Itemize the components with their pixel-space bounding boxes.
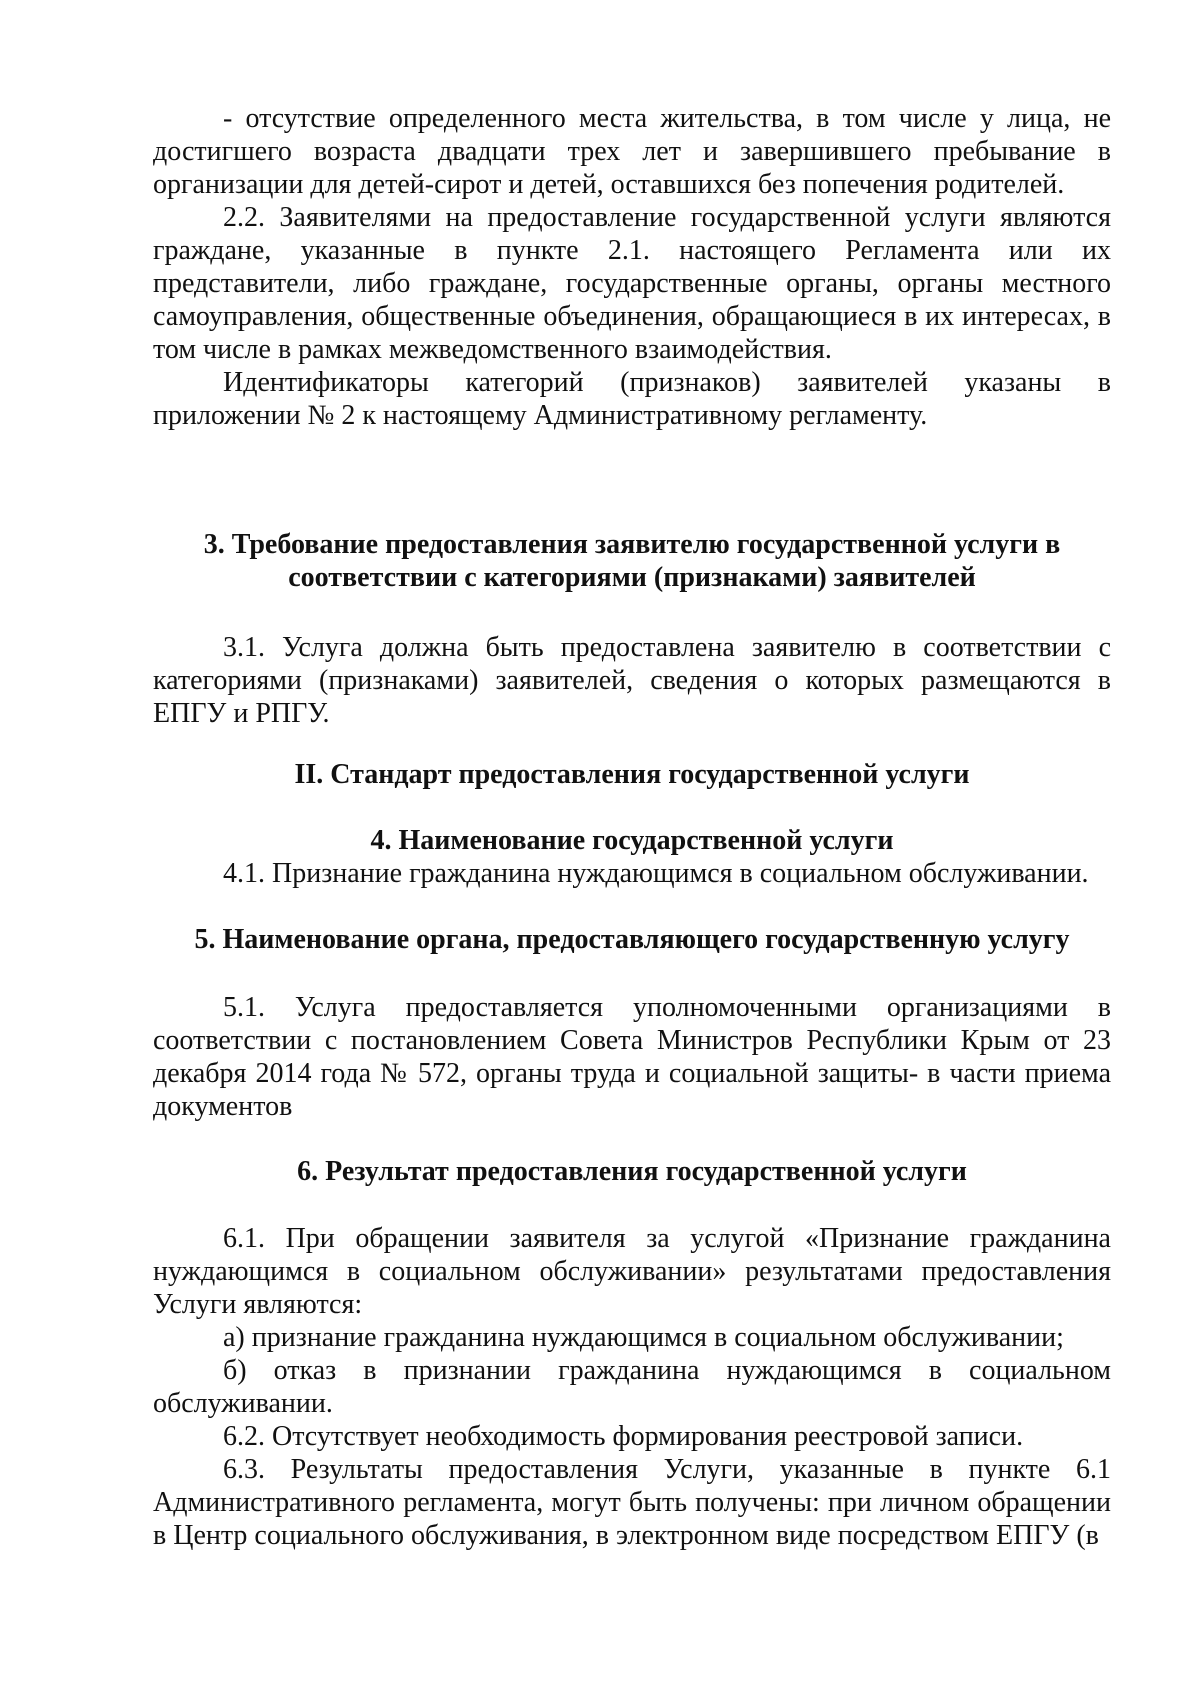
paragraph-6-1: 6.1. При обращении заявителя за услугой «Признание гражданина нуждающимся в социальном обслуживании» результатами предоставления Услуги являются: (153, 1223, 1111, 1320)
paragraph-identifiers: Идентификаторы категорий (признаков) заявителей указаны в приложении № 2 к настоящему Административному регламенту. (153, 367, 1111, 431)
heading-section-3-line-2: соответствии с категориями (признаками) заявителей (288, 562, 976, 593)
paragraph-5-1: 5.1. Услуга предоставляется уполномоченными организациями в соответствии с постановлением Совета Министров Республики Крым от 23 декабря 2014 года № 572, органы труда и социальной защиты- в части приема документов (153, 992, 1111, 1122)
paragraph-4-1: 4.1. Признание гражданина нуждающимся в социальном обслуживании. (223, 858, 1089, 889)
heading-section-4: 4. Наименование государственной услуги (370, 825, 894, 856)
heading-section-3 (153, 528, 1111, 594)
paragraph-3-1: 3.1. Услуга должна быть предоставлена заявителю в соответствии с категориями (признаками) заявителей, сведения о которых размещаются в ЕПГУ и РПГУ. (153, 632, 1111, 729)
paragraph-6-1-a: а) признание гражданина нуждающимся в социальном обслуживании; (223, 1322, 1064, 1353)
paragraph-2-2: 2.2. Заявителями на предоставление государственной услуги являются граждане, указанные в пункте 2.1. настоящего Регламента или их представители, либо граждане, государственные органы, органы местного самоуправления, общественные объединения, обращающиеся в их интересах, в том числе в рамках межведомственного взаимодействия. (153, 202, 1111, 365)
heading-part-II: II. Стандарт предоставления государственной услуги (294, 759, 970, 790)
paragraph-no-residence: - отсутствие определенного места жительства, в том числе у лица, не достигшего возраста двадцати трех лет и завершившего пребывание в организации для детей-сирот и детей, оставшихся без попечения родителей. (153, 103, 1111, 200)
paragraph-6-3: 6.3. Результаты предоставления Услуги, указанные в пункте 6.1 Административного регламента, могут быть получены: при личном обращении в Центр социального обслуживания, в электронном виде посредством ЕПГУ (в (153, 1454, 1111, 1551)
paragraph-6-1-b: б) отказ в признании гражданина нуждающимся в социальном обслуживании. (153, 1355, 1111, 1419)
paragraph-6-2: 6.2. Отсутствует необходимость формирования реестровой записи. (223, 1421, 1024, 1452)
heading-section-6: 6. Результат предоставления государственной услуги (297, 1156, 967, 1187)
heading-section-5: 5. Наименование органа, предоставляющего государственную услугу (194, 924, 1070, 955)
heading-section-3-line-1: 3. Требование предоставления заявителю государственной услуги в (203, 529, 1061, 560)
